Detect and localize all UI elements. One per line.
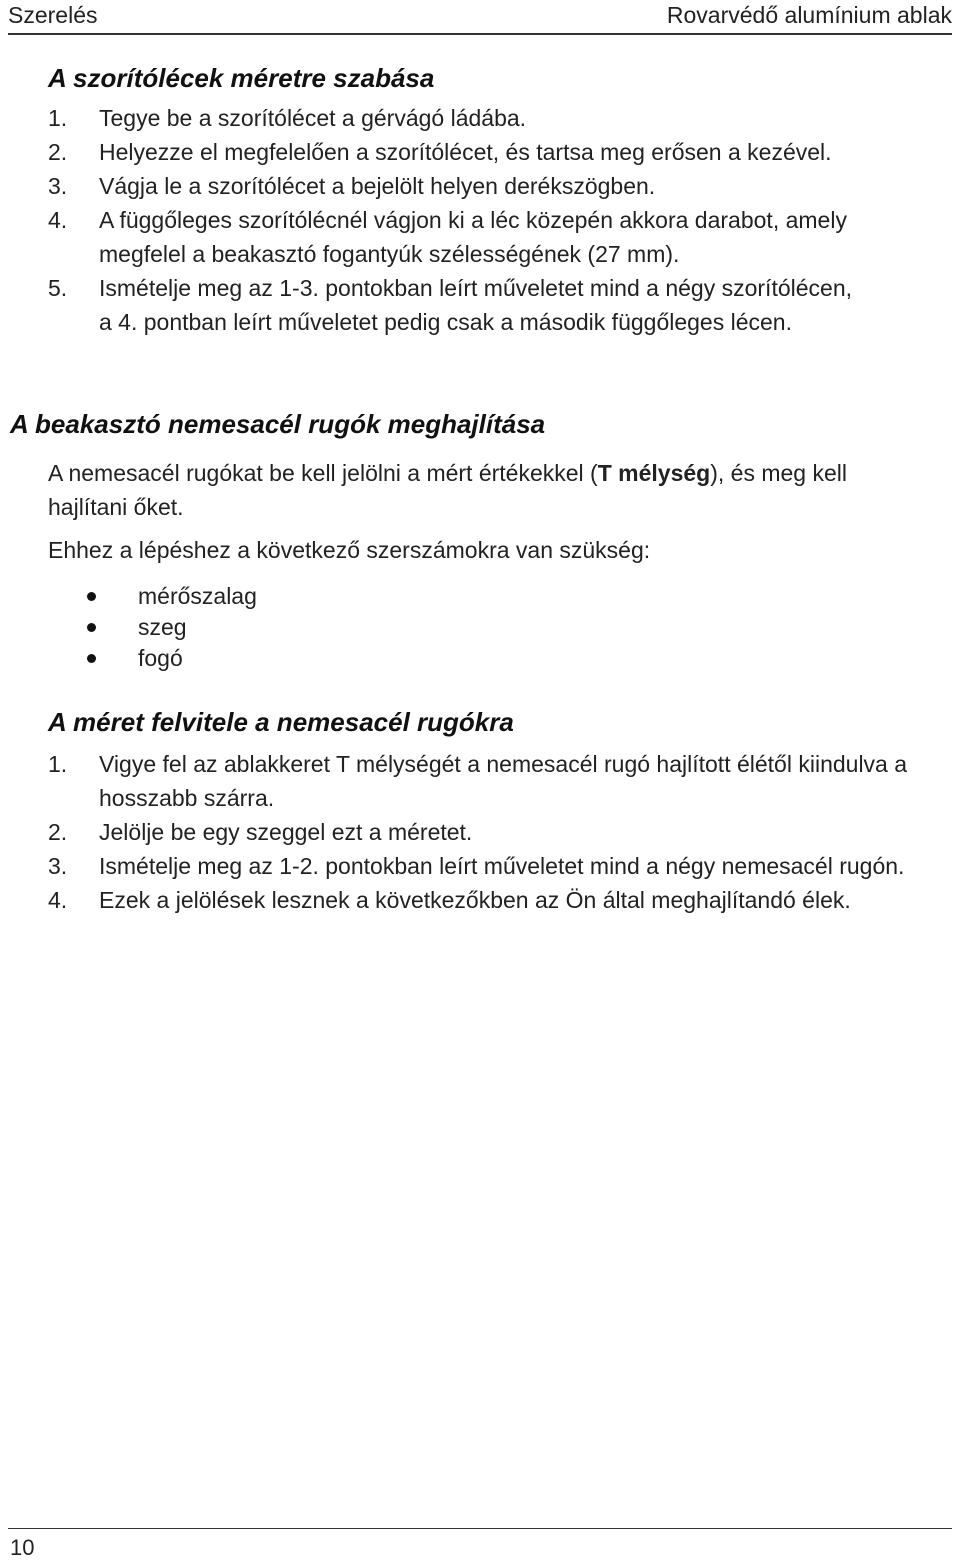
list-item [48,135,868,169]
springs-intro-paragraph [48,456,928,524]
cutting-steps-list [48,101,868,339]
list-item-text: Tegye be a szorítólécet a gérvágó ládába. [99,105,527,131]
tool-item [87,643,257,674]
depth-term: T mélység [597,460,711,486]
tool-label: fogó [138,645,183,671]
page-number: 10 [10,1535,35,1560]
list-item [48,101,868,135]
tool-item [87,612,257,643]
list-item-text: Jelölje be egy szeggel ezt a méretet. [99,819,473,845]
list-item [48,849,918,883]
list-item-text: Helyezze el megfelelően a szorítólécet, és tartsa meg erősen a kezével. [99,139,832,165]
list-item-text: Ismételje meg az 1-2. pontokban leírt műveletet mind a négy nemesacél rugón. [99,853,905,879]
list-item-number: 4. [48,887,68,913]
list-item-text: Ezek a jelölések lesznek a következőkben az Ön által meghajlítandó élek. [99,887,851,913]
tool-item [87,581,257,612]
list-item-number: 1. [48,751,68,777]
list-item [48,271,868,339]
list-item-text: A függőleges szorítólécnél vágjon ki a léc közepén akkora darabot, amely megfelel a beakasztó fogantyúk szélességének (27 mm). [99,207,847,267]
list-item-text: Vágja le a szorítólécet a bejelölt helyen derékszögben. [99,173,656,199]
list-item-number: 5. [48,275,68,301]
list-item [48,169,868,203]
section-title-marking: A méret felvitele a nemesacél rugókra [48,707,514,737]
list-item [48,747,918,815]
list-item-number: 3. [48,853,68,879]
springs-intro-text-start: A nemesacél rugókat be kell jelölni a mért értékekkel ( [48,460,598,486]
list-item-number: 1. [48,105,68,131]
list-item [48,203,868,271]
bullet-icon [87,623,96,632]
list-item-number: 2. [48,139,68,165]
list-item-number: 4. [48,207,68,233]
bullet-icon [87,654,96,663]
header-section-title: Szerelés [8,2,98,28]
list-item-text: Ismételje meg az 1-3. pontokban leírt műveletet mind a négy szorítólécen, a 4. pontban leírt műveletet pedig csak a második függőleges lécen. [99,275,853,335]
page-header [8,0,952,35]
tool-label: mérőszalag [138,583,257,609]
footer-divider [8,1528,952,1529]
list-item [48,883,918,917]
list-item-text: Vigye fel az ablakkeret T mélységét a nemesacél rugó hajlított élétől kiindulva a hosszabb szárra. [99,751,908,811]
list-item-number: 3. [48,173,68,199]
section-title-springs: A beakasztó nemesacél rugók meghajlítása [10,409,546,439]
marking-steps-list [48,747,918,917]
tools-list [87,581,257,674]
tools-intro-paragraph: Ehhez a lépéshez a következő szerszámokra van szükség: [48,537,651,563]
section-title-cutting: A szorítólécek méretre szabása [48,63,435,93]
list-item-number: 2. [48,819,68,845]
header-product-title: Rovarvédő alumínium ablak [666,2,952,28]
springs-intro-text-end: ), és meg kell hajlítani őket. [48,460,847,520]
bullet-icon [87,592,96,601]
list-item [48,815,918,849]
tool-label: szeg [138,614,187,640]
